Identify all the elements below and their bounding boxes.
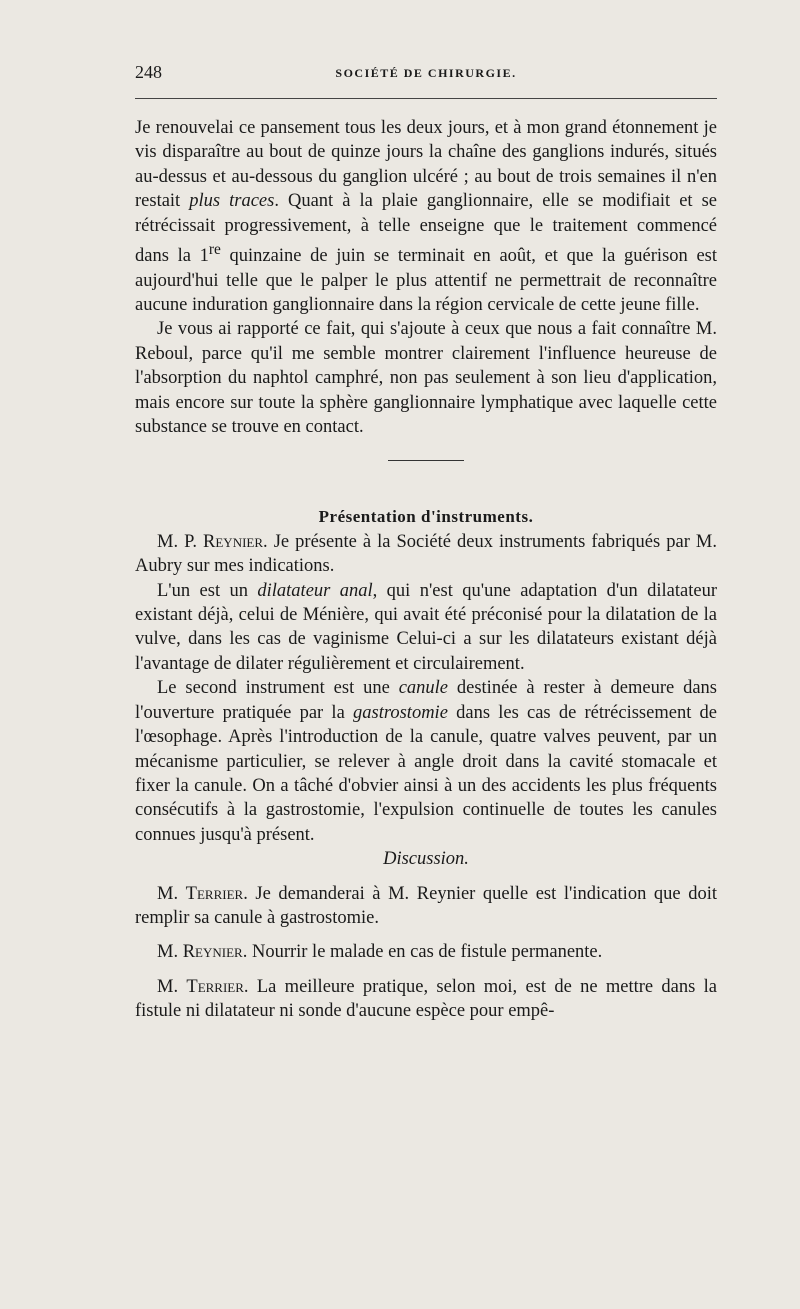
section-title: Présentation d'instruments. xyxy=(318,507,534,527)
paragraph-conclusion: Je vous ai rapporté ce fait, qui s'ajoute à ceux que nous a fait connaître M. Reboul, parce qu'il me semble montrer clairement l'influence heureuse de l'absorption du naphtol camphré, non pas seulement à son lieu d'application, mais encore sur toute la sphère ganglionnaire lymphatique avec laquelle cette substance se trouve en contact. xyxy=(135,319,717,438)
speaker-name: Terrier xyxy=(186,976,244,997)
page-header xyxy=(135,62,717,88)
paragraph-dilatateur: L'un est un dilatateur anal, qui n'est qu'une adaptation d'un dilatateur existant déjà, celui de Ménière, qui avait été préconisé pour la dilatation de la vulve, dans les cas de vaginisme Celui-ci a sur les dilatateurs existant déjà l'avantage de dilater régulièrement et circulairement. xyxy=(135,580,717,674)
paragraph-terrier-opinion: M. Terrier. La meilleure pratique, selon moi, est de ne mettre dans la fistule ni dilatateur ni sonde d'aucune espèce pour empê- xyxy=(135,976,718,1022)
paragraph-terrier-question: M. Terrier. Je demanderai à M. Reynier quelle est l'indication que doit remplir sa canule à gastrostomie. xyxy=(135,883,717,928)
paragraph-reynier-presentation: M. P. Reynier. Je présente à la Société deux instruments fabriqués par M. Aubry sur mes indications. xyxy=(135,531,717,577)
running-head: SOCIÉTÉ DE CHIRURGIE. xyxy=(335,66,517,80)
paragraph-reynier-answer: M. Reynier. Nourrir le malade en cas de fistule permanente. xyxy=(157,942,603,963)
paragraph-pansement: Je renouvelai ce pansement tous les deux jours, et à mon grand étonnement je vis disparaître au bout de quinze jours la chaîne des ganglions indurés, situés au-dessus et au-dessous du ganglion ulcéré ; au bout de trois semaines il n'en restait plus traces. Quant à la plaie ganglionnaire, elle se modifiait et se rétrécissait progressivement, à telle enseigne que le traitement commencé dans la 1re quinzaine de juin se terminait en août, et que la guérison est aujourd'hui telle que le palper le plus attentif ne permettrait de reconnaître aucune induration ganglionnaire dans la région cervicale de cette jeune fille. xyxy=(135,118,718,315)
page-number: 248 xyxy=(135,62,162,82)
discussion-heading: Discussion. xyxy=(383,849,469,870)
section-separator xyxy=(388,460,464,461)
speaker-name: Reynier xyxy=(182,942,243,963)
speaker-name: Terrier xyxy=(185,883,244,904)
header-rule xyxy=(135,98,717,99)
page-body xyxy=(135,116,717,1024)
speaker-name: Reynier xyxy=(203,531,264,552)
paragraph-canule: Le second instrument est une canule destinée à rester à demeure dans l'ouverture pratiquée par la gastrostomie dans les cas de rétrécissement de l'œsophage. Après l'introduction de la canule, quatre valves peuvent, par un mécanisme particulier, se relever à angle droit dans la cavité stomacale et fixer la canule. On a tâché d'obvier ainsi à un des accidents les plus fréquents consécutifs à la gastrostomie, l'expulsion continuelle de toutes les canules connues jusqu'à présent. xyxy=(135,678,718,845)
